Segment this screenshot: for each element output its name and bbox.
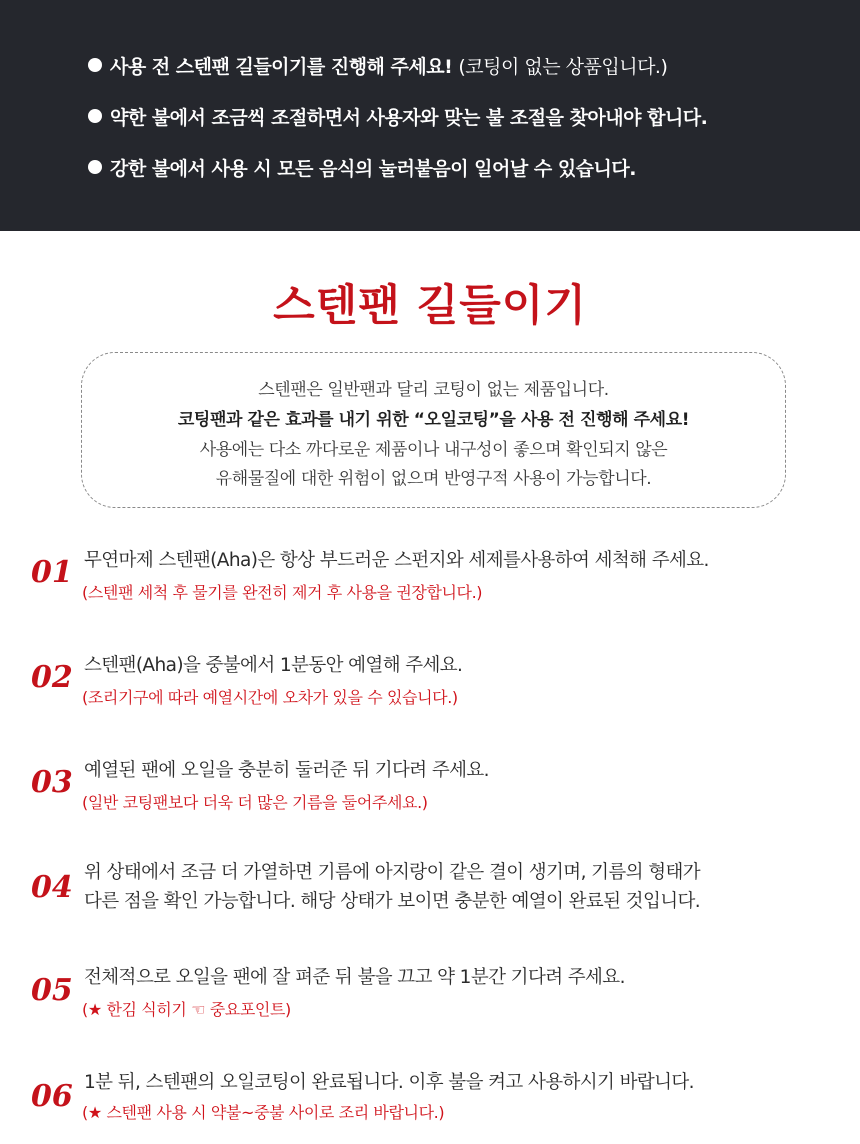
step-text: 1분 뒤, 스텐팬의 오일코팅이 완료됩니다. 이후 불을 켜고 사용하시기 바랍니다. <box>84 1072 694 1093</box>
step-text: 무연마제 스텐팬(Aha)은 항상 부드러운 스펀지와 세제를사용하여 세척해 주세요. <box>84 550 709 571</box>
step-number: 01 <box>31 555 73 590</box>
step-note: (조리기구에 따라 예열시간에 오차가 있을 수 있습니다.) <box>82 688 458 707</box>
step-text-line-2: 다른 점을 확인 가능합니다. 해당 상태가 보이면 충분한 예열이 완료된 것입니다. <box>84 891 701 912</box>
notice-text: 사용 전 스텐팬 길들이기를 진행해 주세요! <box>110 56 453 78</box>
notice-text: 약한 불에서 조금씩 조절하면서 사용자와 맞는 불 조절을 찾아내야 합니다. <box>110 107 708 129</box>
notice-line-3 <box>88 154 636 181</box>
notice-note: (코팅이 없는 상품입니다.) <box>458 56 668 78</box>
intro-line-3: 사용에는 다소 까다로운 제품이나 내구성이 좋으며 확인되지 않은 <box>199 440 668 460</box>
step-number: 06 <box>31 1079 73 1114</box>
intro-line-4: 유해물질에 대한 위험이 없으며 반영구적 사용이 가능합니다. <box>215 469 652 489</box>
bullet-icon <box>88 58 102 72</box>
notice-line-2 <box>88 103 707 130</box>
step-note: (일반 코팅팬보다 더욱 더 많은 기름을 둘어주세요.) <box>82 793 428 812</box>
step-number: 03 <box>31 765 73 800</box>
step-number: 05 <box>31 973 73 1008</box>
step-number: 04 <box>31 870 73 905</box>
intro-line-1: 스텐팬은 일반팬과 달리 코팅이 없는 제품입니다. <box>258 380 609 400</box>
page-title: 스텐팬 길들이기 <box>273 281 587 331</box>
step-note: (★ 한김 식히기 ☜ 중요포인트) <box>82 1000 291 1019</box>
notice-line-1 <box>88 52 667 79</box>
bullet-icon <box>88 160 102 174</box>
step-note: (스텐팬 세척 후 물기를 완전히 제거 후 사용을 권장합니다.) <box>82 583 483 602</box>
notice-text: 강한 불에서 사용 시 모든 음식의 눌러붙음이 일어날 수 있습니다. <box>110 158 636 180</box>
step-text: 스텐팬(Aha)을 중불에서 1분동안 예열해 주세요. <box>84 655 463 676</box>
step-number: 02 <box>31 660 73 695</box>
step-note: (★ 스텐팬 사용 시 약불~중불 사이로 조리 바랍니다.) <box>82 1103 445 1122</box>
bullet-icon <box>88 109 102 123</box>
intro-box <box>81 352 786 508</box>
intro-line-2: 코팅팬과 같은 효과를 내기 위한 “오일코팅”을 사용 전 진행해 주세요! <box>177 410 690 430</box>
step-text: 전체적으로 오일을 팬에 잘 펴준 뒤 불을 끄고 약 1분간 기다려 주세요. <box>84 967 625 988</box>
step-text: 예열된 팬에 오일을 충분히 둘러준 뒤 기다려 주세요. <box>84 760 489 781</box>
step-text: 위 상태에서 조금 더 가열하면 기름에 아지랑이 같은 결이 생기며, 기름의 형태가 <box>84 862 701 883</box>
notice-banner <box>0 0 860 231</box>
